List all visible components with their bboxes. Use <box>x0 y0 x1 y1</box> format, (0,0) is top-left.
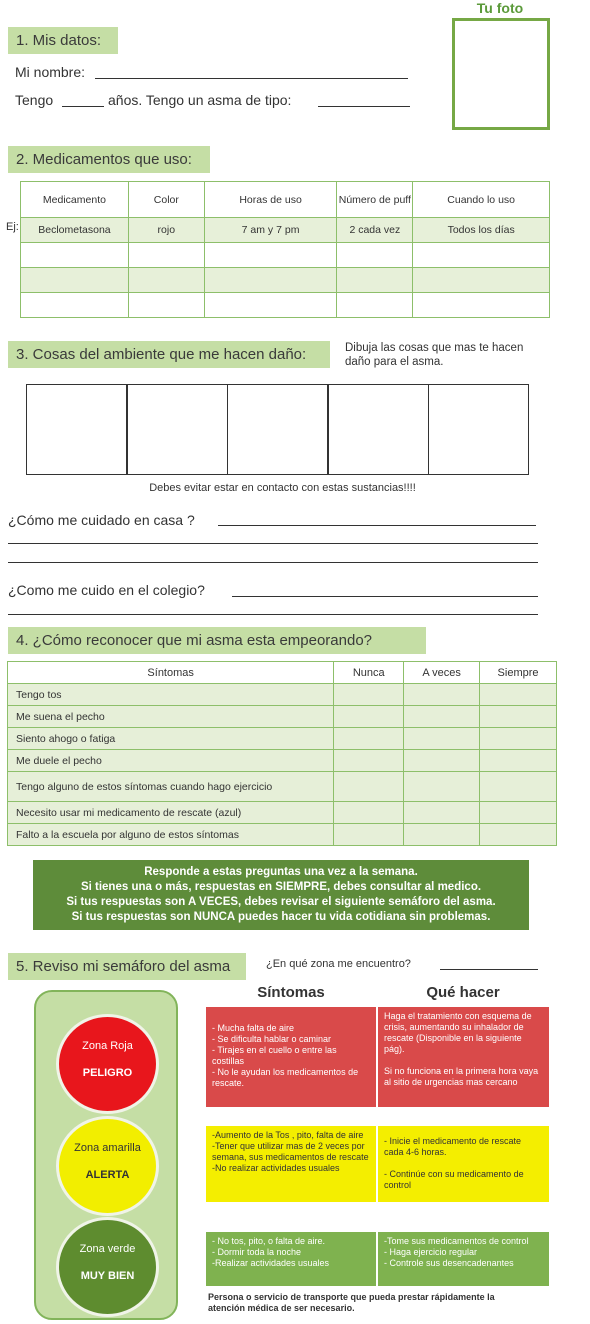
never-checkbox[interactable] <box>334 750 404 772</box>
age-field[interactable] <box>62 106 104 107</box>
sometimes-checkbox[interactable] <box>404 728 480 750</box>
name-label: Mi nombre: <box>15 64 86 80</box>
zone-status: MUY BIEN <box>80 1270 135 1282</box>
table-row <box>8 728 557 750</box>
drawing-box-4[interactable] <box>328 384 429 475</box>
example-hours: 7 am y 7 pm <box>204 218 337 243</box>
medications-header-row <box>21 182 550 218</box>
table-row[interactable] <box>21 268 550 293</box>
never-checkbox[interactable] <box>334 824 404 846</box>
always-checkbox[interactable] <box>480 706 557 728</box>
advice-line: Si tus respuestas son NUNCA puedes hacer tu vida cotidiana sin problemas. <box>71 911 491 923</box>
section-3-title: 3. Cosas del ambiente que me hacen daño: <box>8 341 330 368</box>
red-zone-action: Haga el tratamiento con esquema de crisis, aumentando su inhalador de rescate (Disponible en la siguiente pág). Si no funciona en la primera hora vaya al sitio de urgencias mas cercano <box>378 1007 549 1107</box>
never-checkbox[interactable] <box>334 684 404 706</box>
advice-line: Si tus respuestas son A VECES, debes revisar el siguiente semáforo del asma. <box>66 896 496 908</box>
header-medication: Medicamento <box>21 182 129 218</box>
drawing-box-5[interactable] <box>428 384 529 475</box>
school-care-answer-line-2[interactable] <box>8 614 538 615</box>
symptom-label: Tengo alguno de estos síntomas cuando hago ejercicio <box>8 772 334 802</box>
zone-status: ALERTA <box>85 1169 130 1181</box>
table-row[interactable] <box>21 243 550 268</box>
photo-placeholder[interactable] <box>452 18 550 130</box>
table-row <box>21 218 550 243</box>
section-5-title: 5. Reviso mi semáforo del asma <box>8 953 246 980</box>
symptoms-column-title: Síntomas <box>257 984 325 1001</box>
header-puffs: Número de puff <box>337 182 413 218</box>
never-checkbox[interactable] <box>334 728 404 750</box>
table-row <box>8 706 557 728</box>
zone-name: Zona Roja <box>82 1040 133 1052</box>
zone-question: ¿En qué zona me encuentro? <box>266 958 411 970</box>
avoid-warning: Debes evitar estar en contacto con estas sustancias!!!! <box>149 482 416 494</box>
symptom-label: Necesito usar mi medicamento de rescate (azul) <box>8 802 334 824</box>
advice-line: Responde a estas preguntas una vez a la semana. <box>144 866 418 878</box>
section-1-title: 1. Mis datos: <box>8 27 118 54</box>
sometimes-checkbox[interactable] <box>404 750 480 772</box>
symptom-label: Tengo tos <box>8 684 334 706</box>
red-zone-symptoms: - Mucha falta de aire - Se dificulta hablar o caminar - Tirajes en el cuello o entre las costillas - No le ayudan los medicamentos de rescate. <box>206 1007 376 1107</box>
header-always: Siempre <box>480 662 557 684</box>
never-checkbox[interactable] <box>334 706 404 728</box>
sometimes-checkbox[interactable] <box>404 706 480 728</box>
symptoms-header-row <box>8 662 557 684</box>
photo-label: Tu foto <box>476 0 524 16</box>
example-medication: Beclometasona <box>21 218 129 243</box>
zone-answer-field[interactable] <box>440 969 538 970</box>
zone-status: PELIGRO <box>82 1067 133 1079</box>
home-care-answer-line-3[interactable] <box>8 562 538 563</box>
name-field[interactable] <box>95 78 408 79</box>
never-checkbox[interactable] <box>334 772 404 802</box>
home-care-answer-line-1[interactable] <box>218 525 536 526</box>
section-4-title: 4. ¿Cómo reconocer que mi asma esta empeorando? <box>8 627 426 654</box>
header-hours: Horas de uso <box>204 182 337 218</box>
home-care-answer-line-2[interactable] <box>8 543 538 544</box>
always-checkbox[interactable] <box>480 772 557 802</box>
age-label: Tengo <box>15 92 54 108</box>
zone-name: Zona amarilla <box>74 1142 141 1154</box>
table-row <box>8 802 557 824</box>
red-zone-light <box>56 1014 159 1114</box>
yellow-zone-action: - Inicie el medicamento de rescate cada 4-6 horas. - Continúe con su medicamento de control <box>378 1126 549 1202</box>
sometimes-checkbox[interactable] <box>404 772 480 802</box>
symptoms-table <box>7 661 557 846</box>
transport-footnote: Persona o servicio de transporte que pueda prestar rápidamente la atención médica de ser necesario. <box>208 1292 495 1313</box>
green-zone-symptoms: - No tos, pito, o falta de aire. - Dormir toda la noche -Realizar actividades usuales <box>206 1232 376 1286</box>
always-checkbox[interactable] <box>480 802 557 824</box>
symptom-label: Falto a la escuela por alguno de estos síntomas <box>8 824 334 846</box>
school-care-answer-line-1[interactable] <box>232 596 538 597</box>
always-checkbox[interactable] <box>480 750 557 772</box>
asthma-type-field[interactable] <box>318 106 410 107</box>
drawing-box-2[interactable] <box>127 384 228 475</box>
weekly-advice-box <box>33 860 529 930</box>
asthma-type-label: años. Tengo un asma de tipo: <box>108 92 292 108</box>
sometimes-checkbox[interactable] <box>404 824 480 846</box>
always-checkbox[interactable] <box>480 728 557 750</box>
yellow-zone-symptoms: -Aumento de la Tos , pito, falta de aire -Tener que utilizar mas de 2 veces por semana, sus medicamentos de rescate -No realizar actividades usuales <box>206 1126 376 1202</box>
example-label: Ej: <box>6 221 19 233</box>
symptom-label: Siento ahogo o fatiga <box>8 728 334 750</box>
symptom-label: Me suena el pecho <box>8 706 334 728</box>
header-symptoms: Síntomas <box>8 662 334 684</box>
school-care-question: ¿Como me cuido en el colegio? <box>8 582 205 598</box>
drawing-box-1[interactable] <box>26 384 127 475</box>
symptom-label: Me duele el pecho <box>8 750 334 772</box>
example-when: Todos los días <box>413 218 550 243</box>
example-puffs: 2 cada vez <box>337 218 413 243</box>
green-zone-action: -Tome sus medicamentos de control - Haga ejercicio regular - Controle sus desencadenantes <box>378 1232 549 1286</box>
action-column-title: Qué hacer <box>426 984 500 1001</box>
table-row[interactable] <box>21 293 550 318</box>
draw-instruction: Dibuja las cosas que mas te hacen daño para el asma. <box>345 342 524 368</box>
green-zone-light <box>56 1217 159 1317</box>
example-color: rojo <box>128 218 204 243</box>
home-care-question: ¿Cómo me cuidado en casa ? <box>8 512 195 528</box>
yellow-zone-light <box>56 1116 159 1216</box>
always-checkbox[interactable] <box>480 824 557 846</box>
never-checkbox[interactable] <box>334 802 404 824</box>
sometimes-checkbox[interactable] <box>404 684 480 706</box>
header-sometimes: A veces <box>404 662 480 684</box>
header-color: Color <box>128 182 204 218</box>
drawing-box-3[interactable] <box>227 384 328 475</box>
advice-line: Si tienes una o más, respuestas en SIEMPRE, debes consultar al medico. <box>80 881 482 893</box>
medications-table <box>20 181 550 318</box>
table-row <box>8 684 557 706</box>
sometimes-checkbox[interactable] <box>404 802 480 824</box>
table-row <box>8 750 557 772</box>
zone-name: Zona verde <box>79 1243 136 1255</box>
traffic-light <box>34 990 178 1320</box>
always-checkbox[interactable] <box>480 684 557 706</box>
table-row <box>8 772 557 802</box>
table-row <box>8 824 557 846</box>
header-never: Nunca <box>334 662 404 684</box>
section-2-title: 2. Medicamentos que uso: <box>8 146 210 173</box>
header-when: Cuando lo uso <box>413 182 550 218</box>
